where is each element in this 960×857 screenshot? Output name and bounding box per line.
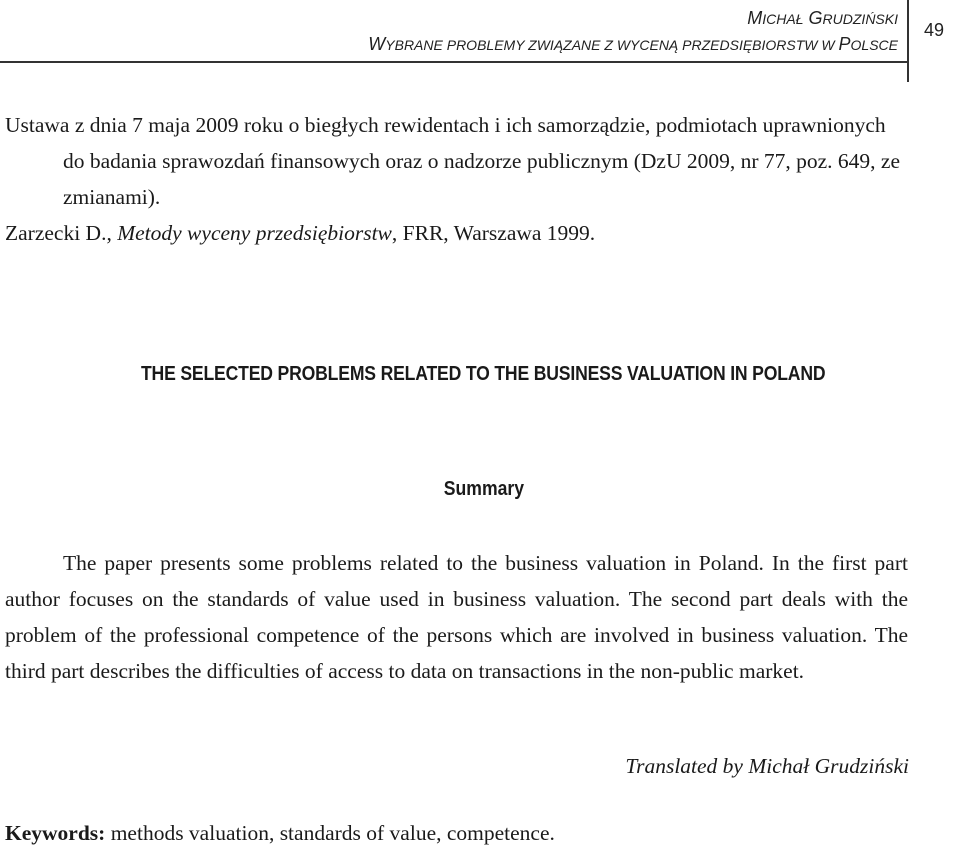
keywords-value: methods valuation, standards of value, competence.: [105, 821, 555, 845]
keywords-line: [5, 821, 555, 846]
article-title: THE SELECTED PROBLEMS RELATED TO THE BUSINESS VALUATION IN POLAND: [140, 363, 826, 385]
reference-entry: Zarzecki D., Metody wyceny przedsiębiorstw, FRR, Warszawa 1999.: [5, 221, 596, 245]
reference-book-title: Metody wyceny przedsiębiorstw: [117, 221, 392, 245]
summary-heading: Summary: [443, 478, 525, 500]
reference-entry: Ustawa z dnia 7 maja 2009 roku o biegłych rewidentach i ich samorządzie, podmiotach uprawnionych do badania sprawozdań finansowych oraz o nadzorze publicznym (DzU 2009, nr 77, poz. 649, ze zmianami).: [5, 113, 901, 209]
page-number: 49: [923, 20, 945, 40]
running-head-title: WYBRANE PROBLEMY ZWIĄZANE Z WYCENĄ PRZEDSIĘBIORSTW W POLSCE: [368, 34, 898, 54]
running-head-text: [368, 6, 898, 58]
summary-paragraph: The paper presents some problems related to the business valuation in Poland. In the first part author focuses on the standards of value used in business valuation. The second part deals with the problem of the professional competence of the persons which are involved in business valuation. The third part describes the difficulties of access to data on transactions in the non-public market.: [5, 551, 908, 683]
header-vertical-rule: [907, 0, 909, 82]
keywords-label: Keywords:: [5, 821, 106, 845]
translator-credit: Translated by Michał Grudziński: [625, 754, 909, 778]
references-list: [5, 107, 910, 251]
header-horizontal-rule: [0, 61, 908, 63]
running-head-author: MICHAŁ GRUDZIŃSKI: [747, 8, 898, 28]
